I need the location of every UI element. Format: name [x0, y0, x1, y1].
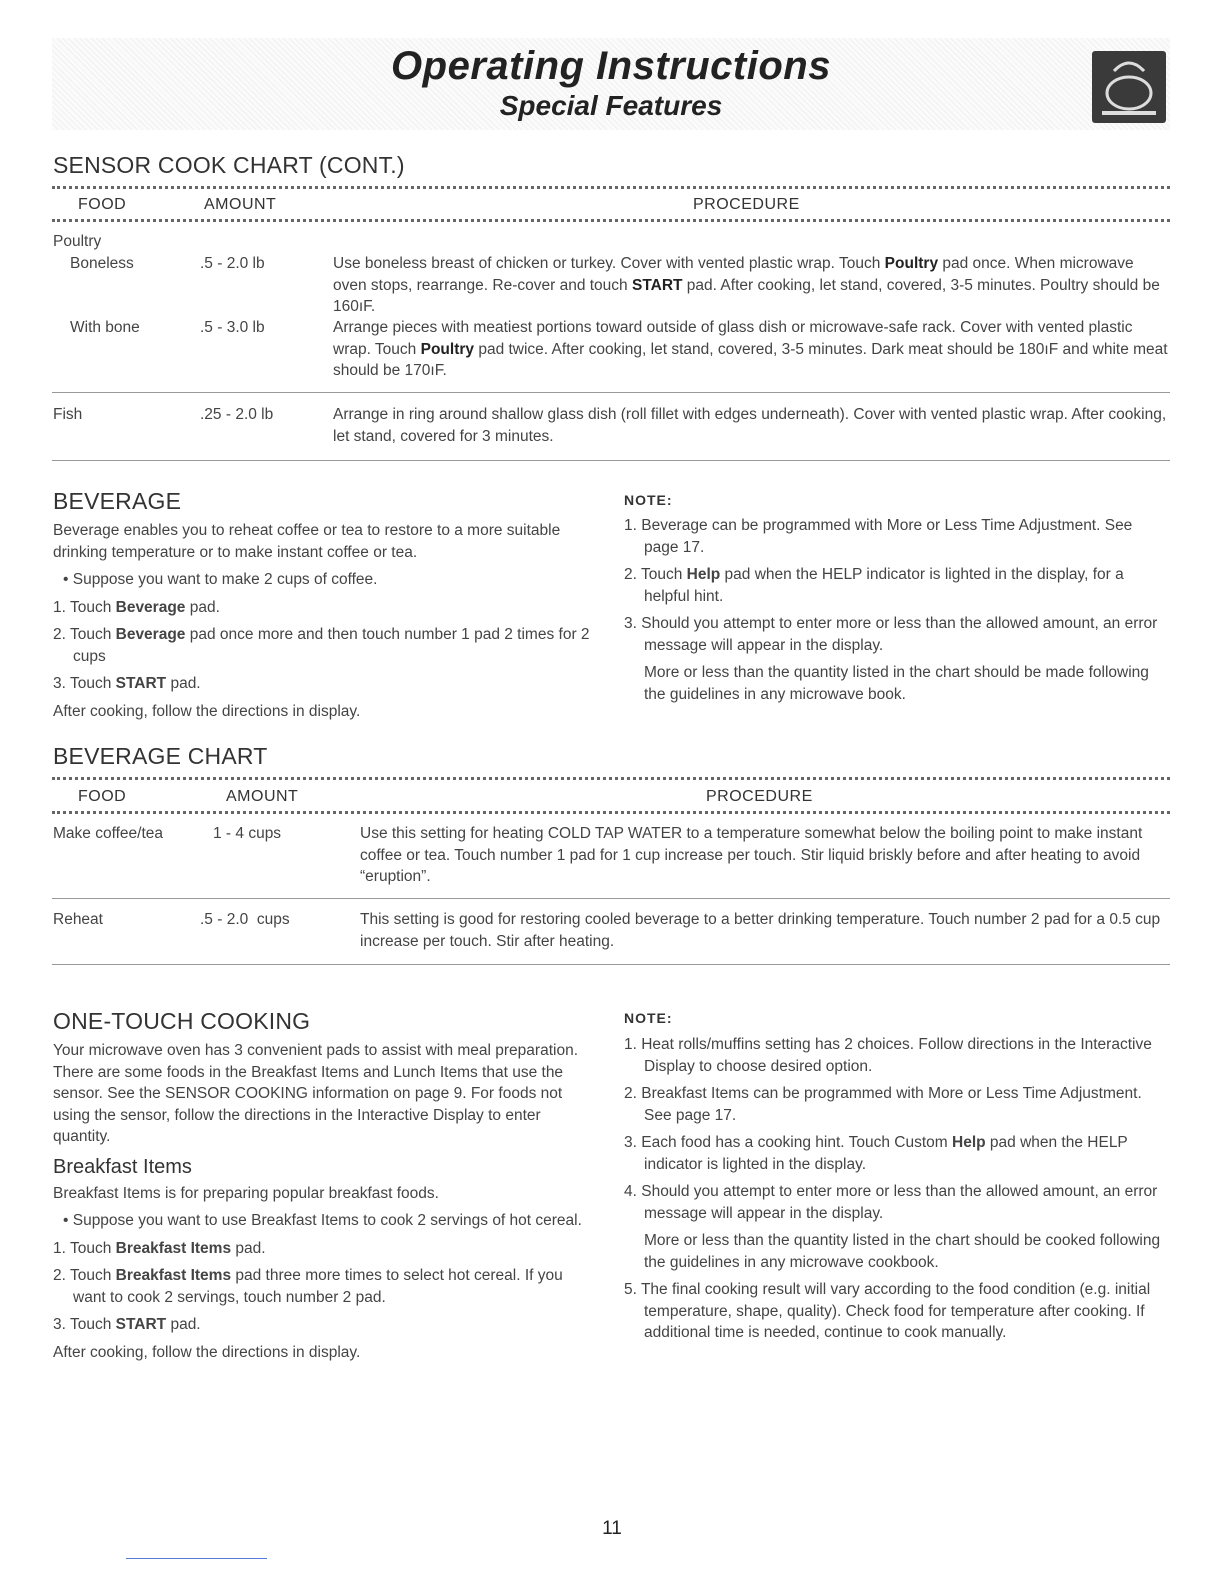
breakfast-example: • Suppose you want to use Breakfast Items to cook 2 servings of hot cereal. — [63, 1212, 582, 1229]
page-number: 11 — [602, 1518, 622, 1539]
list-item: 1. Touch Breakfast Items pad. — [53, 1239, 266, 1257]
table-cell-procedure: Use this setting for heating COLD TAP WATER to a temperature somewhat below the boiling point to make instant coffee or tea. Touch number 1 pad for 1 cup increase per touch. Stir liquid briskly before and after heating to avoid “eruption”. — [360, 825, 1143, 885]
table-cell-amount: .5 - 2.0 cups — [200, 911, 290, 928]
page-header — [52, 38, 1170, 130]
divider — [52, 186, 1170, 189]
breakfast-title: Breakfast Items — [53, 1155, 192, 1178]
header-subtitle: Special Features — [499, 90, 723, 121]
one-touch-body — [53, 1040, 583, 1369]
beverage-title: BEVERAGE — [53, 488, 182, 514]
note-label: NOTE: — [624, 492, 673, 508]
row-divider — [52, 964, 1170, 965]
header-title: Operating Instructions — [391, 44, 831, 88]
table-cell-food: Boneless — [70, 255, 134, 272]
one-touch-title: ONE-TOUCH COOKING — [53, 1008, 311, 1034]
list-item: 4. Should you attempt to enter more or less than the allowed amount, an error message will appear in the display. — [624, 1183, 1158, 1222]
list-item: 2. Touch Help pad when the HELP indicator is lighted in the display, for a helpful hint. — [624, 566, 1124, 605]
list-item: 3. Should you attempt to enter more or less than the allowed amount, an error message will appear in the display. — [624, 615, 1158, 654]
table-cell-amount: .5 - 3.0 lb — [200, 319, 265, 336]
microwave-icon — [1092, 51, 1166, 123]
col-food: FOOD — [78, 196, 127, 213]
table-cell-food: Fish — [53, 406, 83, 423]
col-amount: AMOUNT — [204, 196, 277, 213]
note-extra: More or less than the quantity listed in the chart should be made following the guidelines in any microwave book. — [644, 664, 1149, 703]
category-label: Poultry — [53, 233, 102, 250]
beverage-chart-title: BEVERAGE CHART — [53, 743, 268, 769]
list-item: 3. Touch START pad. — [53, 675, 201, 692]
table-cell-procedure: Arrange in ring around shallow glass dish (roll fillet with edges underneath). Cover with vented plastic wrap. After cooking, let stand, covered for 3 minutes. — [333, 406, 1167, 445]
beverage-body — [53, 520, 598, 728]
footer-rule — [126, 1558, 267, 1559]
beverage-example: • Suppose you want to make 2 cups of coffee. — [63, 571, 378, 588]
one-touch-intro: Your microwave oven has 3 convenient pads to assist with meal preparation. There are some foods in the Breakfast Items and Lunch Items that use the sensor. See the SENSOR COOKING information on page 9. For foods not using the sensor, follow the directions in the Interactive Display to enter quantity. — [53, 1042, 578, 1145]
row-divider — [52, 392, 1170, 393]
table-cell-procedure: This setting is good for restoring cooled beverage to a better drinking temperature. Touch number 2 pad for a 0.5 cup increase per touch. Stir after heating. — [360, 911, 1161, 950]
table-cell-procedure: Arrange pieces with meatiest portions toward outside of glass dish or microwave-safe rack. Cover with vented plastic wrap. Touch Poultry pad twice. After cooking, let stand, covered, 3-5 minutes. Dark meat should be 180ıF and white meat should be 170ıF. — [333, 319, 1168, 379]
divider — [52, 219, 1170, 222]
list-item: 1. Beverage can be programmed with More or Less Time Adjustment. See page 17. — [624, 517, 1133, 556]
breakfast-after: After cooking, follow the directions in display. — [53, 1343, 361, 1361]
table-cell-food: With bone — [70, 319, 140, 336]
col-procedure: PROCEDURE — [706, 788, 813, 805]
col-amount: AMOUNT — [226, 788, 299, 805]
list-item: 5. The final cooking result will vary according to the food condition (e.g. initial temperature, shape, quality). Check food for temperature after cooking. If additional time is needed, continue to cook manually. — [624, 1281, 1151, 1341]
list-item: 3. Each food has a cooking hint. Touch Custom Help pad when the HELP indicator is lighted in the display. — [624, 1134, 1128, 1173]
sensor-chart-title: SENSOR COOK CHART (CONT.) — [53, 152, 405, 178]
list-item: 2. Breakfast Items can be programmed with More or Less Time Adjustment. See page 17. — [624, 1085, 1142, 1124]
row-divider — [52, 898, 1170, 899]
breakfast-intro: Breakfast Items is for preparing popular breakfast foods. — [53, 1184, 439, 1202]
row-divider — [52, 460, 1170, 461]
list-item: 1. Touch Beverage pad. — [53, 598, 220, 616]
table-cell-food: Reheat — [53, 911, 103, 928]
table-cell-procedure: Use boneless breast of chicken or turkey. Cover with vented plastic wrap. Touch Poultry pad once. When microwave oven stops, rearrange. Re-cover and touch START pad. After cooking, let stand, covered, 3-5 minutes. Poultry should be 160ıF. — [333, 255, 1160, 315]
beverage-notes — [624, 515, 1170, 711]
col-food: FOOD — [78, 788, 127, 805]
note-label: NOTE: — [624, 1010, 673, 1026]
note-extra: More or less than the quantity listed in the chart should be cooked following the guidelines in any microwave cookbook. — [644, 1232, 1161, 1271]
beverage-intro: Beverage enables you to reheat coffee or tea to restore to a more suitable drinking temperature or to make instant coffee or tea. — [53, 522, 561, 561]
divider — [52, 811, 1170, 814]
list-item: 3. Touch START pad. — [53, 1316, 201, 1333]
one-touch-notes — [624, 1034, 1170, 1350]
table-cell-food: Make coffee/tea — [53, 825, 164, 842]
divider — [52, 777, 1170, 780]
table-cell-amount: .5 - 2.0 lb — [200, 255, 265, 272]
list-item: 2. Touch Breakfast Items pad three more times to select hot cereal. If you want to cook 2 servings, touch number 2 pad. — [53, 1267, 563, 1306]
list-item: 2. Touch Beverage pad once more and then touch number 1 pad 2 times for 2 cups — [53, 626, 590, 665]
table-cell-amount: .25 - 2.0 lb — [200, 406, 274, 423]
table-cell-amount: 1 - 4 cups — [213, 825, 282, 842]
beverage-after: After cooking, follow the directions in display. — [53, 702, 361, 720]
list-item: 1. Heat rolls/muffins setting has 2 choices. Follow directions in the Interactive Display to choose desired option. — [624, 1036, 1152, 1075]
col-procedure: PROCEDURE — [693, 196, 800, 213]
